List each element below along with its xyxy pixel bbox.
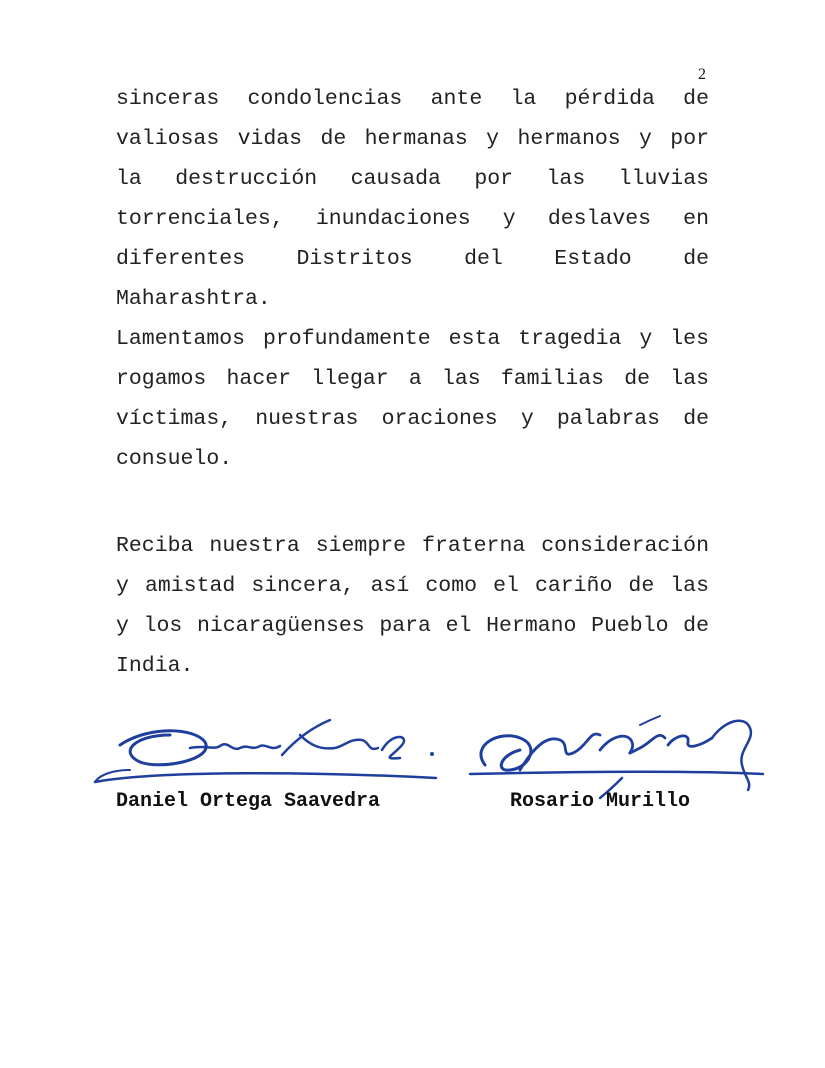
signatory-name-right: Rosario Murillo bbox=[510, 790, 691, 813]
signatory-name-left: Daniel Ortega Saavedra bbox=[116, 790, 381, 813]
paragraph-lament: Lamentamos profundamente esta tragedia y les rogamos hacer llegar a las familias de las víctimas, nuestras oraciones y palabras de consuelo. bbox=[116, 327, 709, 471]
paragraph-closing: Reciba nuestra siempre fraterna consideración y amistad sincera, así como el cariño de las y los nicaragüenses para el Hermano Pueblo de India. bbox=[116, 534, 709, 678]
right-signature-image bbox=[470, 716, 763, 798]
page-number: 2 bbox=[698, 66, 706, 83]
paragraph-condolences: sinceras condolencias ante la pérdida de valiosas vidas de hermanas y hermanos y por la destrucción causada por las lluvias torrenciales, inundaciones y deslaves en diferentes Distritos del Estado de Maharashtra. bbox=[116, 87, 709, 311]
signature-block bbox=[0, 690, 825, 830]
left-signature-image bbox=[95, 720, 436, 782]
